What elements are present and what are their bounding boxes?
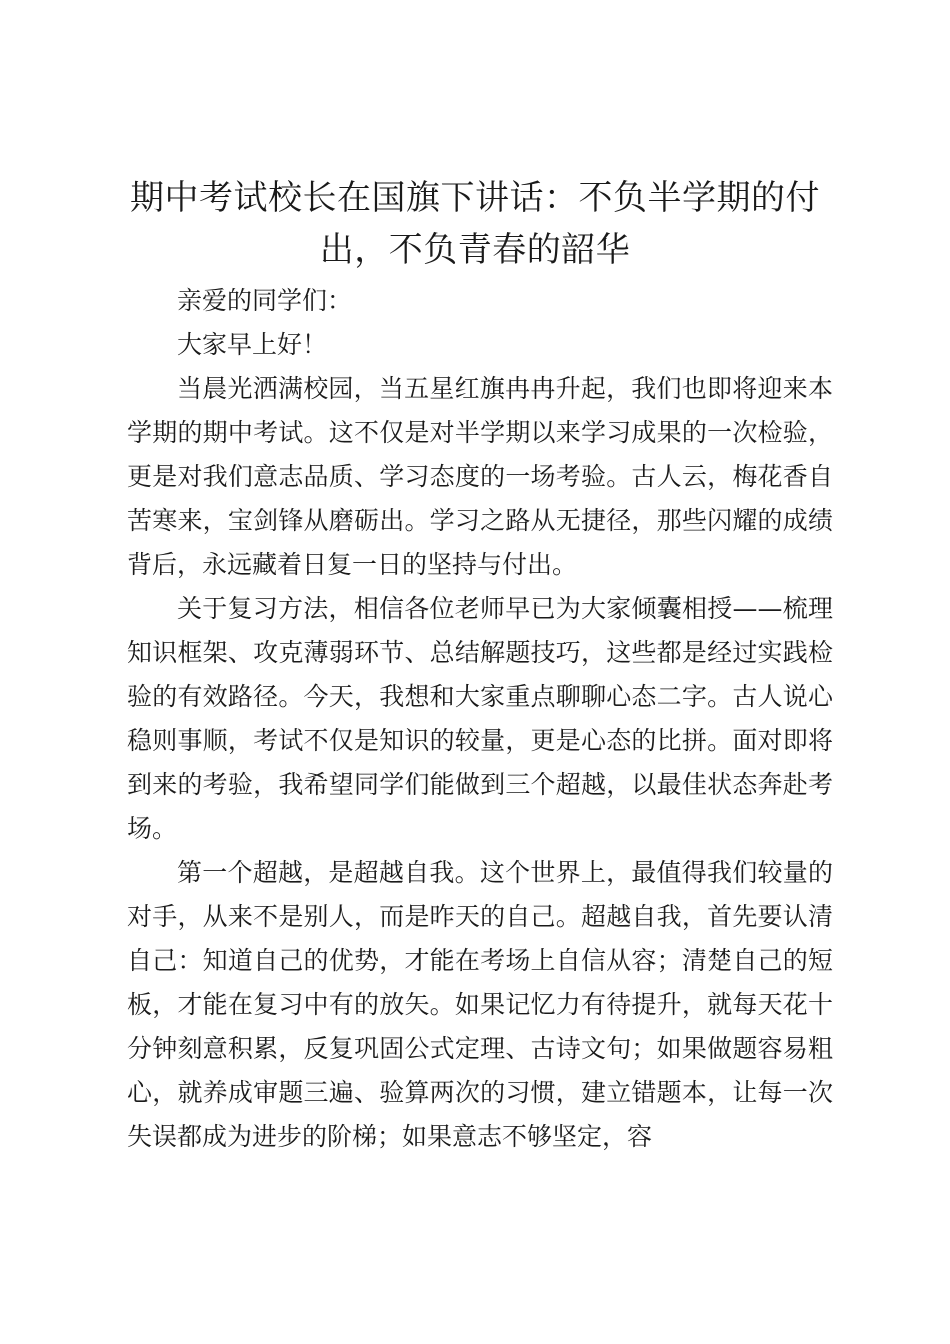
document-title: 期中考试校长在国旗下讲话：不负半学期的付出，不负青春的韶华 <box>130 178 820 270</box>
paragraph-first-transcendence: 第一个超越，是超越自我。这个世界上，最值得我们较量的对手，从来不是别人，而是昨天的自己。超越自我，首先要认清自己：知道自己的优势，才能在考场上自信从容；清楚自己的短板，才能在复习中有的放矢。如果记忆力有待提升，就每天花十分钟刻意积累，反复巩固公式定理、古诗文句；如果做题容易粗心，就养成审题三遍、验算两次的习惯，建立错题本，让每一次失误都成为进步的阶梯；如果意志不够坚定，容 <box>127 858 833 1151</box>
paragraph-review-methods: 关于复习方法，相信各位老师早已为大家倾囊相授——梳理知识框架、攻克薄弱环节、总结解题技巧，这些都是经过实践检验的有效路径。今天，我想和大家重点聊聊心态二字。古人说心稳则事顺，考试不仅是知识的较量，更是心态的比拼。面对即将到来的考验，我希望同学们能做到三个超越，以最佳状态奔赴考场。 <box>127 594 833 843</box>
document-body <box>127 279 833 1159</box>
paragraph-intro: 当晨光洒满校园，当五星红旗冉冉升起，我们也即将迎来本学期的期中考试。这不仅是对半学期以来学习成果的一次检验，更是对我们意志品质、学习态度的一场考验。古人云，梅花香自苦寒来，宝剑锋从磨砺出。学习之路从无捷径，那些闪耀的成绩背后，永远藏着日复一日的坚持与付出。 <box>127 374 833 579</box>
salutation: 亲爱的同学们： <box>177 286 353 315</box>
greeting: 大家早上好！ <box>177 330 328 359</box>
